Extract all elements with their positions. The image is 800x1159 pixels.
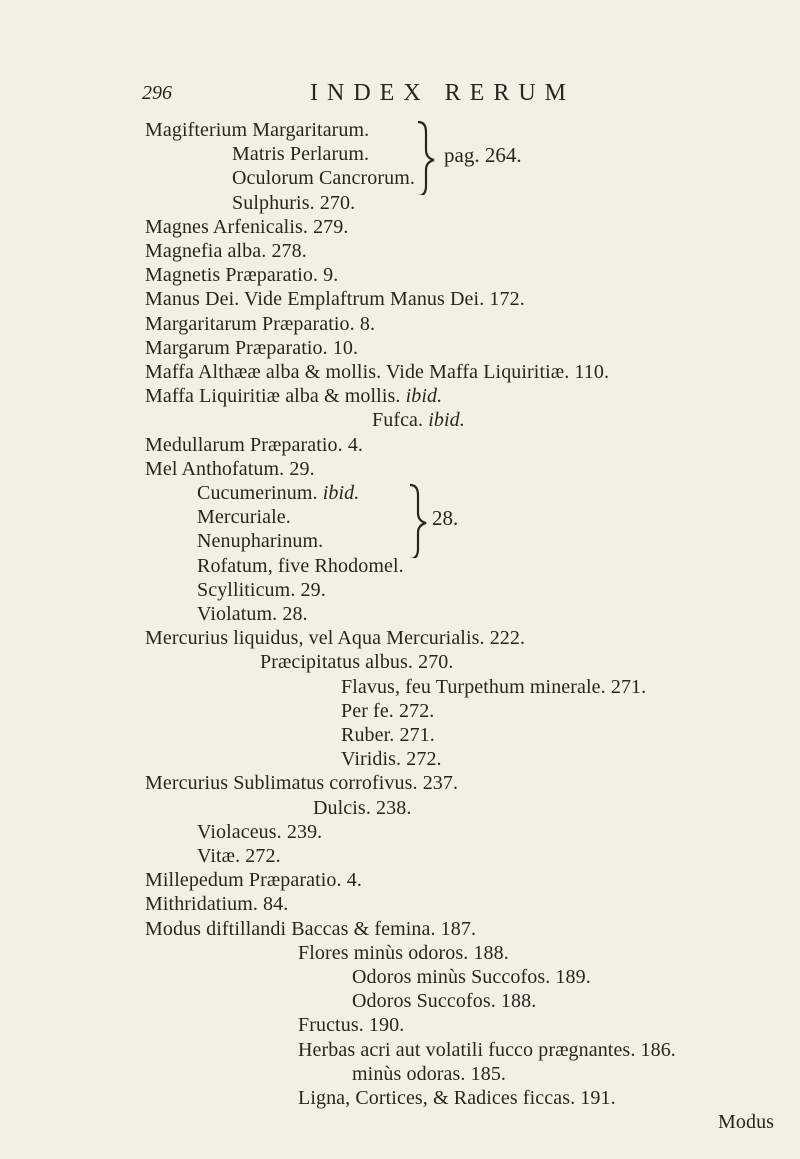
index-entry: Magnes Arfenicalis. 279. <box>145 215 349 238</box>
index-entry: Modus diftillandi Baccas & femina. 187. <box>145 917 477 940</box>
catchword: Modus <box>718 1111 775 1134</box>
index-entry <box>372 408 465 432</box>
index-entry: Violatum. 28. <box>197 603 308 625</box>
index-entry: Flavus, feu Turpethum minerale. 271. <box>341 675 647 698</box>
index-entry: Mithridatium. 84. <box>145 893 289 916</box>
index-entry: Mercurius liquidus, vel Aqua Mercurialis. 222. <box>145 627 526 650</box>
brace-reference: pag. 264. <box>444 143 522 168</box>
index-entry: Violaceus. 239. <box>197 820 323 843</box>
index-entry: Fructus. 190. <box>298 1014 405 1037</box>
index-entry: minùs odoras. 185. <box>352 1062 507 1085</box>
index-entry: Viridis. 272. <box>341 748 442 771</box>
page-number: 296 <box>142 82 172 104</box>
page-title: INDEX RERUM <box>310 80 575 106</box>
index-entry: Matris Perlarum. <box>232 143 370 166</box>
index-entry: Scylliticum. 29. <box>197 578 326 601</box>
index-entry: Medullarum Præparatio. 4. <box>145 433 364 456</box>
index-entry: Odoros minùs Succofos. 189. <box>352 966 591 988</box>
index-entry <box>145 384 442 408</box>
index-entry: Oculorum Cancrorum. <box>232 167 415 190</box>
index-entry: Odoros Succofos. 188. <box>352 990 537 1013</box>
index-entry: Vitæ. 272. <box>197 845 281 867</box>
entry-text: Cucumerinum. <box>197 482 318 504</box>
index-entry: Flores minùs odoros. 188. <box>298 941 509 964</box>
index-entry: Magnefia alba. 278. <box>145 240 307 262</box>
index-entry: Dulcis. 238. <box>313 796 412 819</box>
index-entry: Manus Dei. Vide Emplaftrum Manus Dei. 172. <box>145 288 525 311</box>
entry-text: Fufca. <box>372 409 424 432</box>
index-entry: Sulphuris. 270. <box>232 191 356 214</box>
right-brace-icon <box>406 483 428 558</box>
ibid-marker: ibid. <box>428 409 465 432</box>
right-brace-icon <box>414 120 436 195</box>
index-entry: Ruber. 271. <box>341 724 435 746</box>
entry-text: Maffa Liquiritiæ alba & mollis. <box>145 385 401 408</box>
index-entry: Mercuriale. <box>197 506 291 529</box>
index-entry: Millepedum Præparatio. 4. <box>145 869 362 892</box>
index-entry: Rofatum, five Rhodomel. <box>197 554 404 577</box>
index-entry: Margarum Præparatio. 10. <box>145 336 359 359</box>
brace-reference: 28. <box>432 506 459 531</box>
index-entry: Mel Anthofatum. 29. <box>145 457 315 480</box>
index-entry: Præcipitatus albus. 270. <box>260 651 454 674</box>
index-entry: Ligna, Cortices, & Radices ficcas. 191. <box>298 1087 616 1109</box>
index-entry: Maffa Althææ alba & mollis. Vide Maffa Liquiritiæ. 110. <box>145 361 610 383</box>
index-entry: Mercurius Sublimatus corrofivus. 237. <box>145 772 459 795</box>
index-entry: Magifterium Margaritarum. <box>145 119 370 141</box>
ibid-marker: ibid. <box>405 385 443 408</box>
index-entry: Per fe. 272. <box>341 699 435 722</box>
index-entry: Margaritarum Præparatio. 8. <box>145 312 376 335</box>
index-entry <box>197 481 359 505</box>
index-entry: Herbas acri aut volatili fucco prægnantes. 186. <box>298 1038 676 1061</box>
ibid-marker: ibid. <box>322 482 360 504</box>
index-entry: Magnetis Præparatio. 9. <box>145 264 339 287</box>
index-entry: Nenupharinum. <box>197 530 324 553</box>
